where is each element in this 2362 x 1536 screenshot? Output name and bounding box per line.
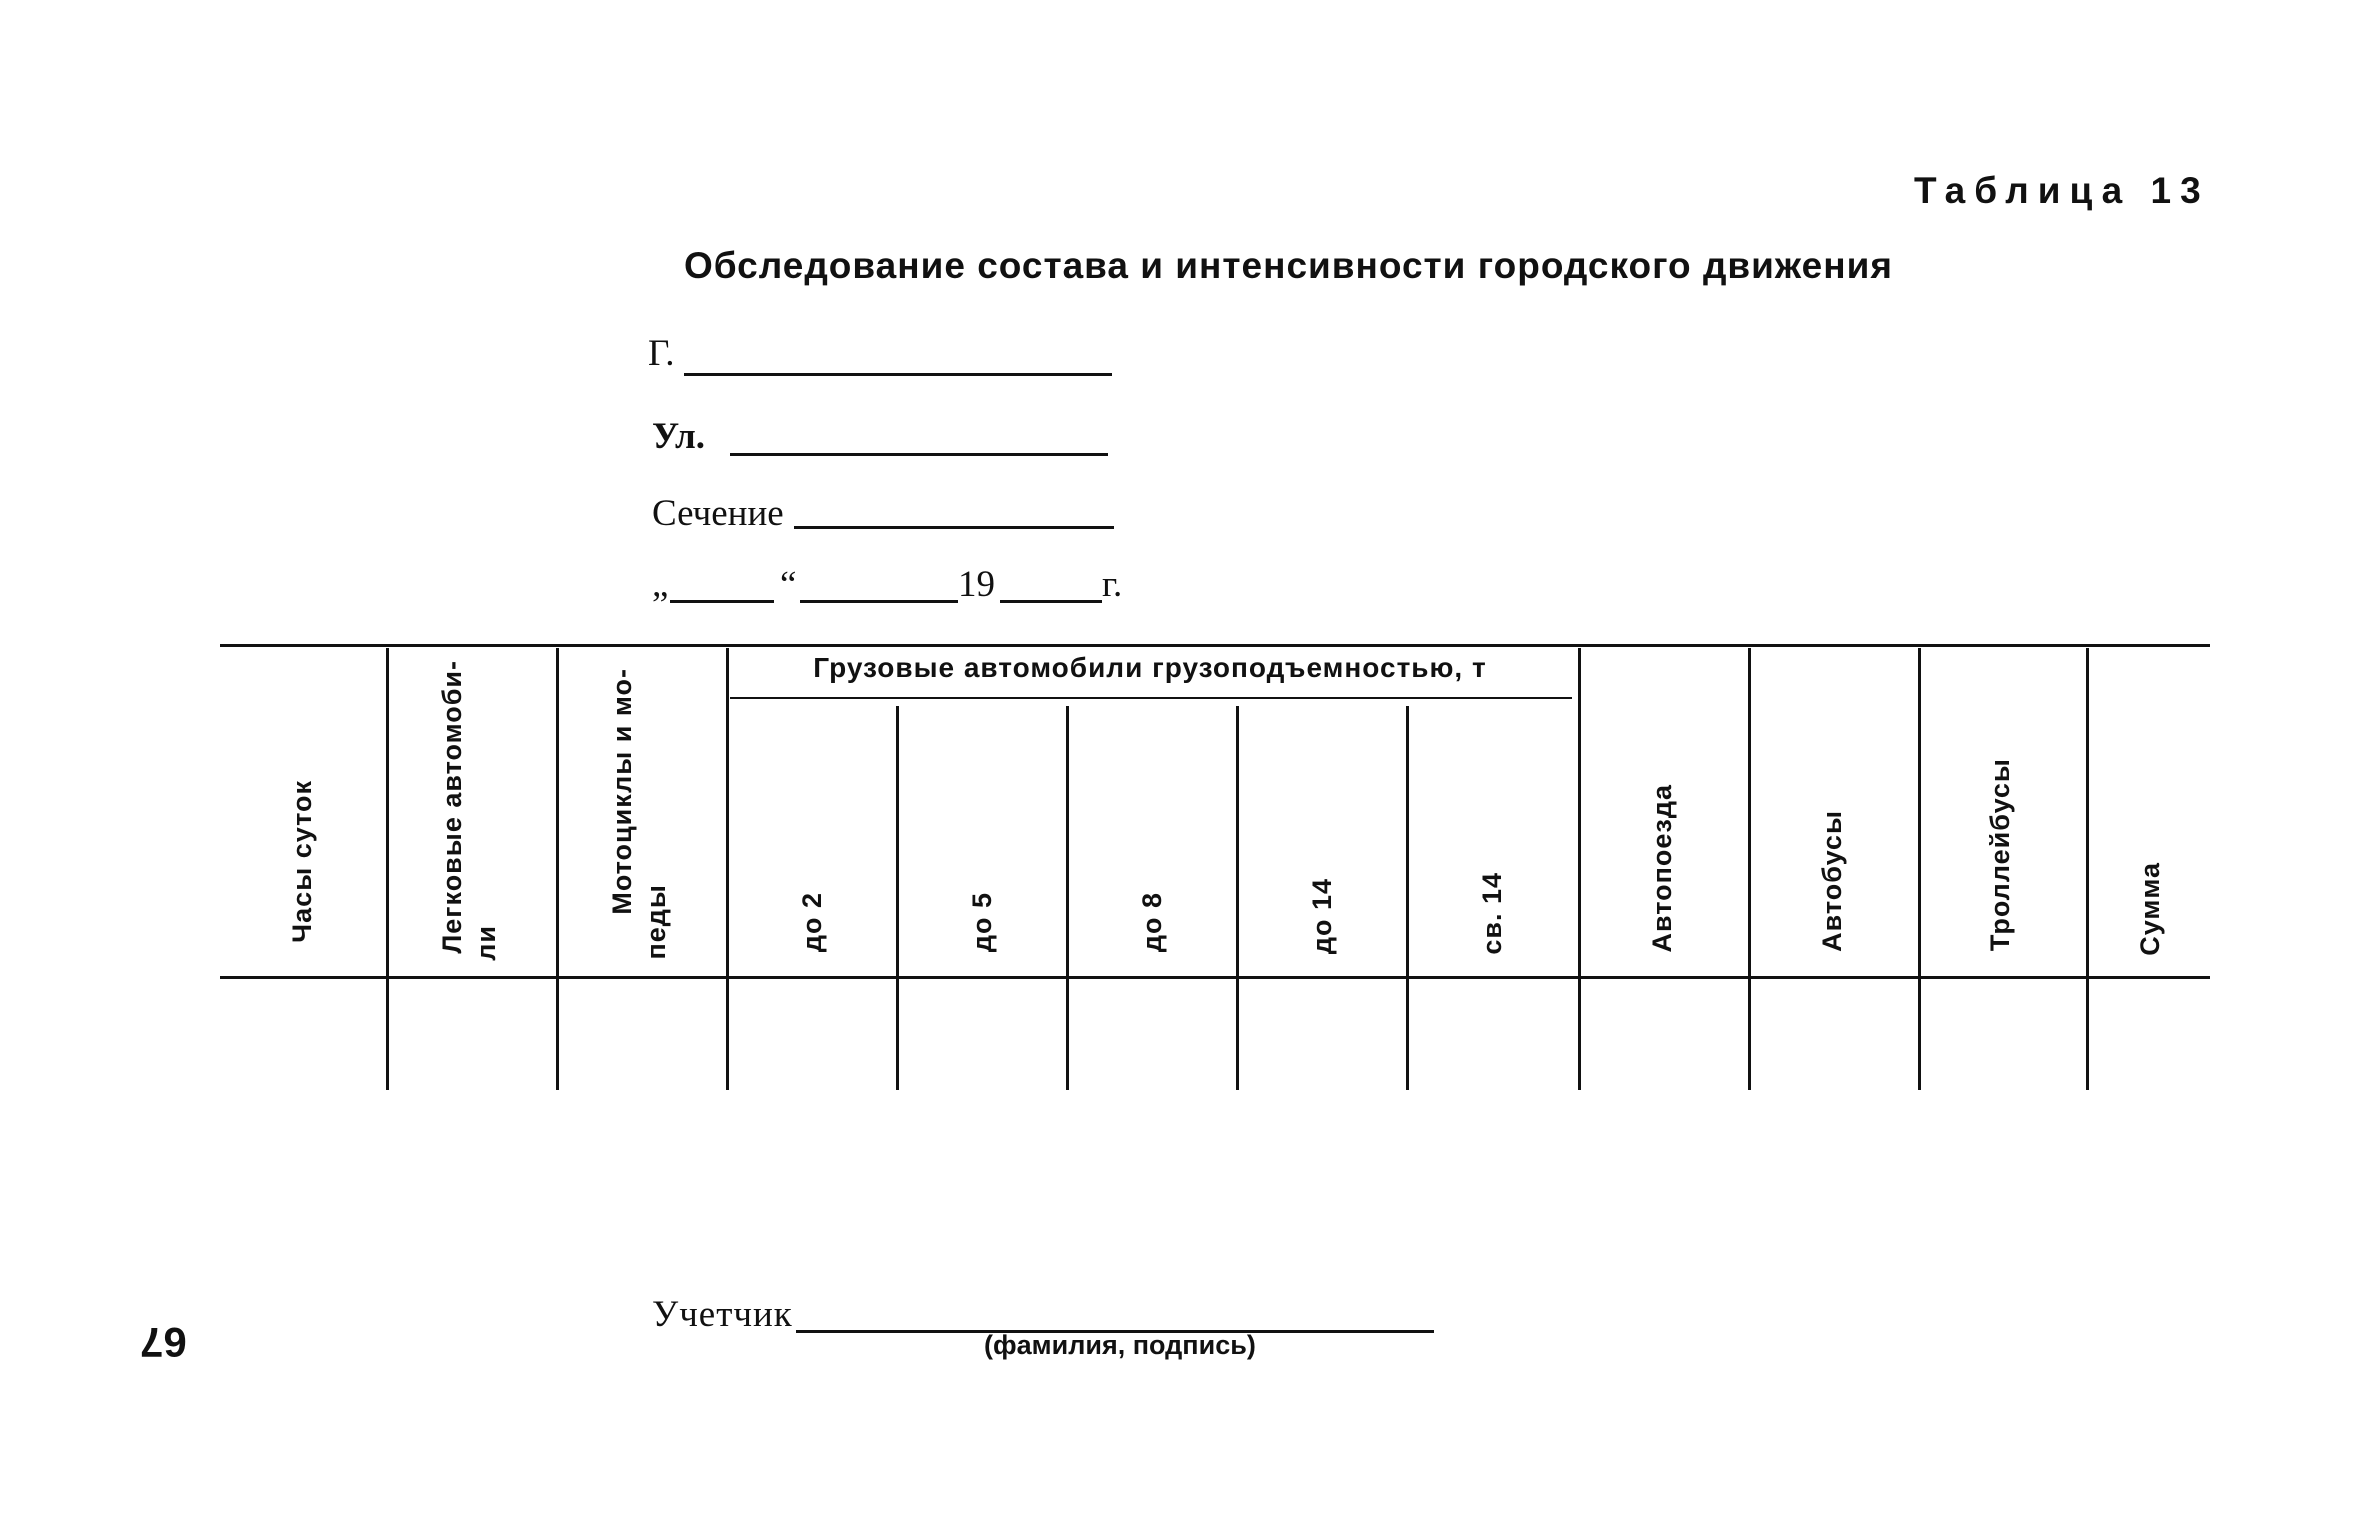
column-divider [556,648,559,1090]
date-year-suffix: г. [1102,564,1123,605]
column-header-moto-line1: Мотоциклы и мо- [607,668,637,915]
column-header-buses: Автобусы [1817,810,1847,952]
signer-label: Учетчик [652,1294,793,1335]
subcolumn-divider [896,706,899,1090]
date-close-quote: “ [780,564,797,605]
column-header-cars-line2: ли [471,925,501,961]
date-century: 19 [958,564,995,605]
document-title: Обследование состава и интенсивности городского движения [684,245,1893,286]
table-top-rule [220,644,2210,647]
column-header-truck-5: до 5 [967,892,997,953]
date-month-line[interactable] [800,600,958,603]
column-header-trolleybuses: Троллейбусы [1985,758,2015,952]
column-header-total: Сумма [2135,862,2165,956]
table-number: Таблица 13 [1914,170,2210,211]
column-divider [386,648,389,1090]
subcolumn-divider [1406,706,1409,1090]
column-header-cars-line1: Легковые автомоби- [437,660,467,954]
subcolumn-divider [1066,706,1069,1090]
column-divider [726,648,729,1090]
column-header-truck-8: до 8 [1137,892,1167,953]
column-header-truck-over14: св. 14 [1477,872,1507,955]
column-header-hours: Часы суток [287,780,317,943]
date-year-line[interactable] [1000,600,1102,603]
page-number: 67 [140,1319,187,1366]
column-divider [1748,648,1751,1090]
column-divider [2086,648,2089,1090]
column-divider [1918,648,1921,1090]
table-header-bottom-rule [220,976,2210,979]
column-group-trucks: Грузовые автомобили грузоподъемностью, т [813,652,1487,683]
group-header-rule [730,697,1572,699]
column-header-truck-2: до 2 [797,892,827,953]
section-label: Сечение [652,493,784,534]
section-input-line[interactable] [794,526,1114,529]
column-header-moto-line2: педы [641,884,671,960]
subcolumn-divider [1236,706,1239,1090]
column-divider [1578,648,1581,1090]
date-day-line[interactable] [670,600,774,603]
street-label: Ул. [652,416,705,457]
city-label: Г. [648,333,675,374]
column-header-road-trains: Автопоезда [1647,784,1677,953]
city-input-line[interactable] [684,373,1112,376]
date-open-quote: „ [652,564,669,605]
column-header-truck-14: до 14 [1307,878,1337,955]
street-input-line[interactable] [730,453,1108,456]
signer-hint: (фамилия, подпись) [984,1330,1256,1360]
